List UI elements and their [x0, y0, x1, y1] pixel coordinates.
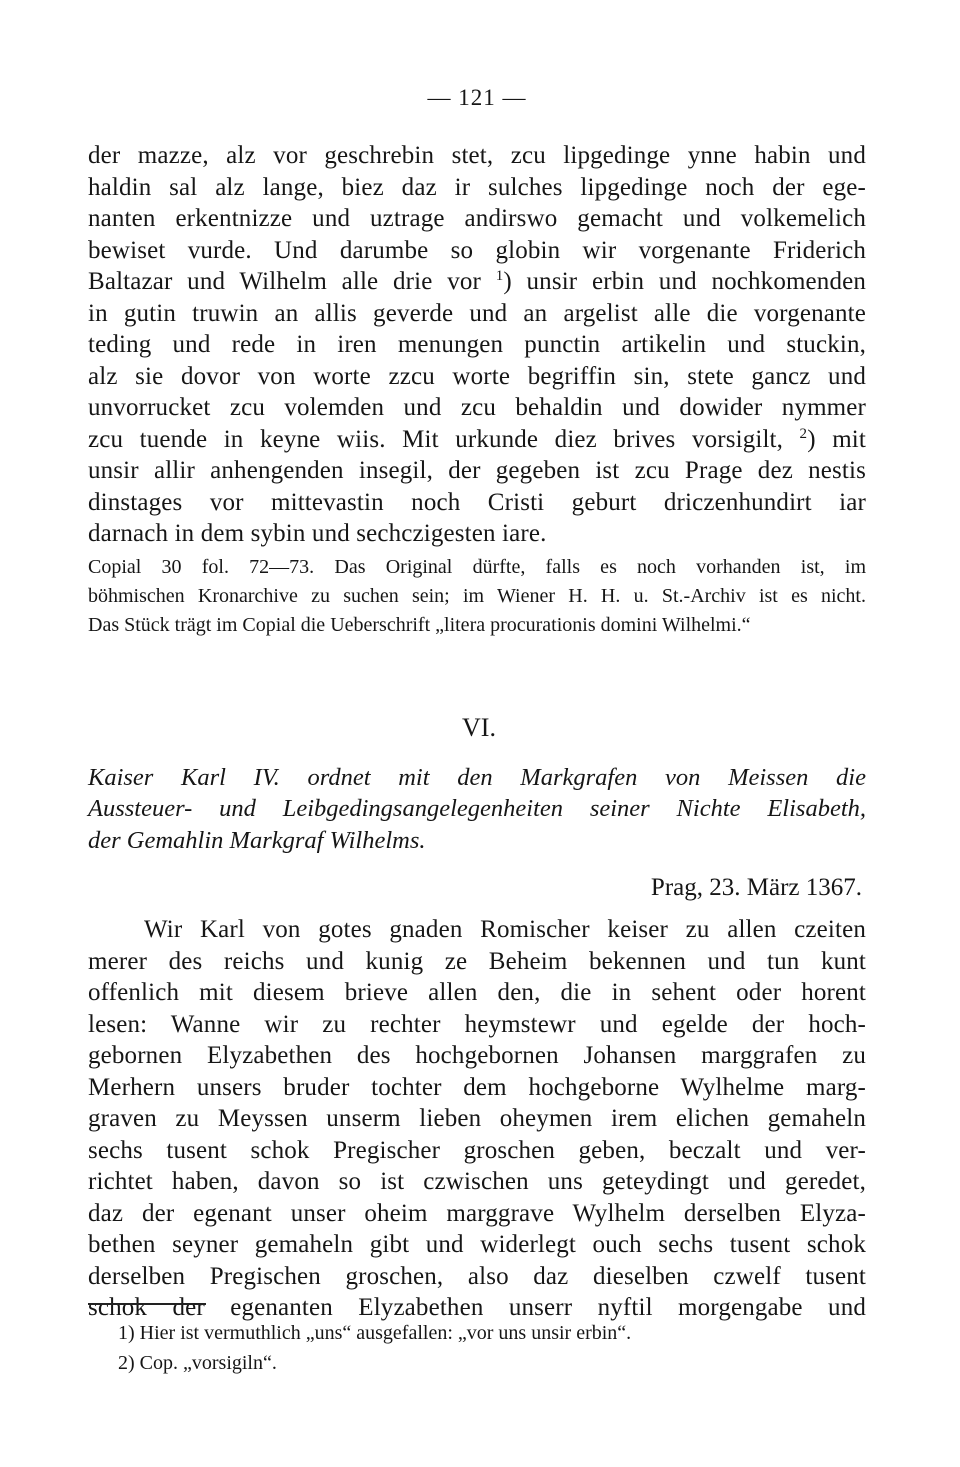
text-line: darnach in dem sybin und sechczigesten iare. [88, 520, 547, 547]
page-number: — 121 — [427, 85, 527, 110]
text-line: richtet haben, davon so ist czwischen uns geteydingt und geredet, [88, 1168, 866, 1195]
text-line: offenlich mit diesem brieve allen den, die in sehent oder horent [88, 979, 866, 1006]
text-line: merer des reichs und kunig ze Beheim bekennen und tun kunt [88, 947, 866, 975]
footnote-marker: 1 [495, 268, 504, 284]
text-line: schok der egenanten Elyzabethen unserr nyftil morgengabe und [88, 1294, 866, 1321]
text-line: dinstages vor mittevastin noch Cristi geburt driczenhundirt iar [88, 488, 866, 516]
text-line: der mazze, alz vor geschrebin stet, zcu lipgedinge ynne habin und [88, 142, 866, 169]
text-line: Wir Karl von gotes gnaden Romischer keiser zu allen czeiten [144, 916, 866, 943]
text-line: lesen: Wanne wir zu rechter heymstewr und egelde der hoch- [88, 1010, 866, 1038]
regest-line: Kaiser Karl IV. ordnet mit den Markgrafen von Meissen die [88, 763, 866, 791]
regest-line: der Gemahlin Markgraf Wilhelms. [88, 826, 426, 854]
text-line: zcu tuende in keyne wiis. Mit urkunde diez brives vorsigilt, $^2$) mit [88, 425, 866, 453]
text-line: bethen seyner gemaheln gibt und widerlegt ouch sechs tusent schok [88, 1231, 866, 1258]
continuation-text [88, 140, 866, 550]
text-line: daz der egenant unser oheim marggrave Wylhelm derselben Elyza- [88, 1199, 866, 1227]
text-line: unvorrucket zcu volemden und zcu behaldin und dowider nymmer [88, 394, 866, 421]
regest-line: Aussteuer- und Leibgedingsangelegenheiten seiner Nichte Elisabeth, [88, 795, 866, 822]
section-regest [88, 762, 866, 857]
dateline: Prag, 23. März 1367. [650, 874, 862, 901]
source-note-line: Das Stück trägt im Copial die Ueberschrift „litera procurationis domini Wilhelmi.“ [88, 613, 751, 636]
text-line: sechs tusent schok Pregischer groschen geben, beczalt und ver- [88, 1136, 866, 1164]
text-line: bewiset vurde. Und darumbe so globin wir vorgenante Friderich [88, 236, 866, 264]
text-line: graven zu Meyssen unserm lieben oheymen irem elichen gemaheln [88, 1105, 866, 1132]
footnotes [118, 1318, 818, 1378]
source-note [88, 553, 866, 640]
text-line: gebornen Elyzabethen des hochgebornen Johansen marggrafen zu [88, 1042, 866, 1069]
source-note-line: böhmischen Kronarchive zu suchen sein; im Wiener H. H. u. St.-Archiv ist es nicht. [88, 584, 866, 607]
footnote-divider [88, 1303, 206, 1305]
text-line: unsir allir anhengenden insegil, der gegeben ist zcu Prage dez nestis [88, 457, 866, 484]
text-line: Baltazar und Wilhelm alle drie vor $^1$) unsir erbin und nochkomenden [88, 268, 867, 295]
footnote-marker: 2 [799, 425, 808, 442]
section-number: VI. [462, 712, 496, 742]
charter-text [88, 914, 866, 1324]
text-line: Merhern unsers bruder tochter dem hochgeborne Wylhelme marg- [88, 1073, 866, 1101]
text-line: nanten erkentnizze und uztrage andirswo gemacht und volkemelich [88, 205, 866, 232]
text-line: haldin sal alz lange, biez daz ir sulches lipgedinge noch der ege- [88, 173, 866, 201]
text-line: alz sie dovor von worte zzcu worte begriffin sin, stete gancz und [88, 362, 866, 390]
book-page [88, 78, 866, 1324]
text-line: derselben Pregischen groschen, also daz dieselben czwelf tusent [88, 1262, 866, 1290]
text-line: teding und rede in iren menungen punctin artikelin und stuckin, [88, 331, 866, 358]
source-note-line: Copial 30 fol. 72—73. Das Original dürfte, falls es noch vorhanden ist, im [88, 555, 866, 578]
footnote-2: 2) Cop. „vorsigiln“. [118, 1352, 277, 1374]
footnote-1: 1) Hier ist vermuthlich „uns“ ausgefallen: „vor uns unsir erbin“. [118, 1322, 632, 1344]
text-line: in gutin truwin an allis geverde und an argelist alle die vorgenante [88, 299, 866, 327]
